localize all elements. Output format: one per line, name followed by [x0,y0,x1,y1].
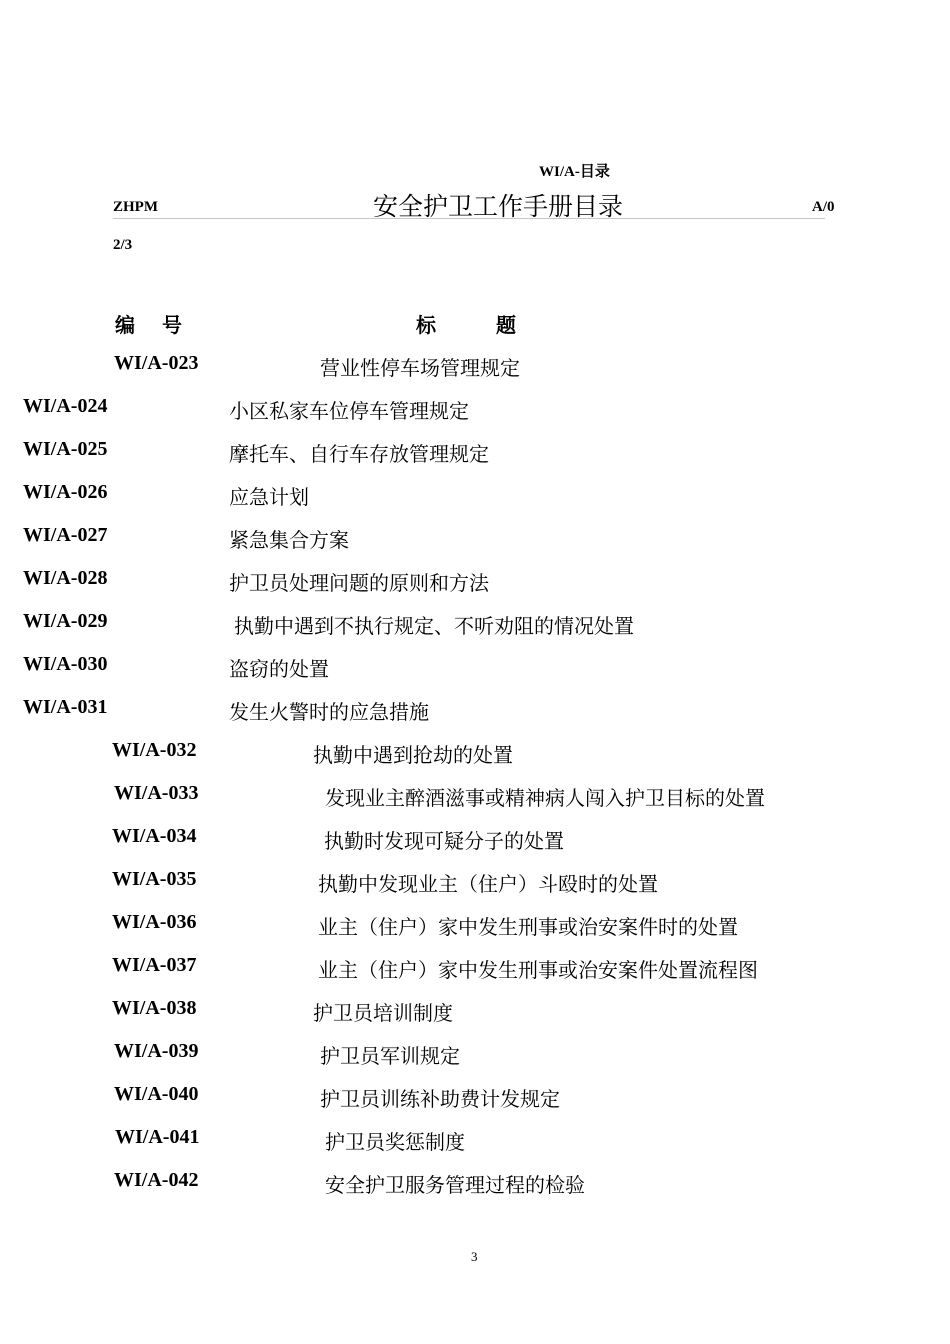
entry-code: WI/A-029 [23,610,108,632]
entry-title: 护卫员奖惩制度 [325,1130,465,1154]
entry-title: 护卫员训练补助费计发规定 [320,1087,560,1111]
entry-code: WI/A-042 [114,1169,199,1191]
entry-title: 安全护卫服务管理过程的检验 [325,1173,585,1197]
entry-code: WI/A-035 [112,868,197,890]
entry-code: WI/A-030 [23,653,108,675]
column-header-title: 标 题 [416,313,516,337]
entry-title: 小区私家车位停车管理规定 [229,399,469,423]
entry-title: 营业性停车场管理规定 [320,356,520,380]
entry-title: 摩托车、自行车存放管理规定 [229,442,489,466]
revision: A/0 [812,199,835,215]
entry-code: WI/A-034 [112,825,197,847]
entry-title: 盗窃的处置 [229,657,329,681]
entry-code: WI/A-032 [112,739,197,761]
entry-code: WI/A-033 [114,782,199,804]
entry-title: 应急计划 [229,485,309,509]
page-number: 3 [471,1249,478,1264]
entry-code: WI/A-028 [23,567,108,589]
entry-title: 护卫员处理问题的原则和方法 [229,571,489,595]
doc-code: WI/A-目录 [539,164,610,180]
entry-title: 执勤中遇到不执行规定、不听劝阻的情况处置 [234,614,634,638]
entry-code: WI/A-039 [114,1040,199,1062]
entry-code: WI/A-031 [23,696,108,718]
page-title: 安全护卫工作手册目录 [373,192,624,221]
entry-title: 业主（住户）家中发生刑事或治安案件时的处置 [318,915,738,939]
entry-code: WI/A-024 [23,395,108,417]
entry-code: WI/A-025 [23,438,108,460]
entry-code: WI/A-026 [23,481,108,503]
entry-title: 执勤中遇到抢劫的处置 [313,743,513,767]
header-divider [113,218,825,219]
entry-code: WI/A-040 [114,1083,199,1105]
entry-code: WI/A-041 [115,1126,200,1148]
entry-title: 业主（住户）家中发生刑事或治安案件处置流程图 [318,958,758,982]
entry-title: 执勤时发现可疑分子的处置 [324,829,564,853]
entry-code: WI/A-027 [23,524,108,546]
entry-title: 紧急集合方案 [229,528,349,552]
entry-title: 执勤中发现业主（住户）斗殴时的处置 [318,872,658,896]
entry-title: 护卫员培训制度 [313,1001,453,1025]
entry-code: WI/A-036 [112,911,197,933]
entry-code: WI/A-038 [112,997,197,1019]
entry-title: 发生火警时的应急措施 [229,700,429,724]
entry-code: WI/A-023 [114,352,199,374]
entry-title: 发现业主醉酒滋事或精神病人闯入护卫目标的处置 [325,786,765,810]
org-code: ZHPM [113,199,158,215]
page-count: 2/3 [113,237,133,253]
column-header-number: 编 号 [115,313,182,337]
entry-title: 护卫员军训规定 [320,1044,460,1068]
entry-code: WI/A-037 [112,954,197,976]
